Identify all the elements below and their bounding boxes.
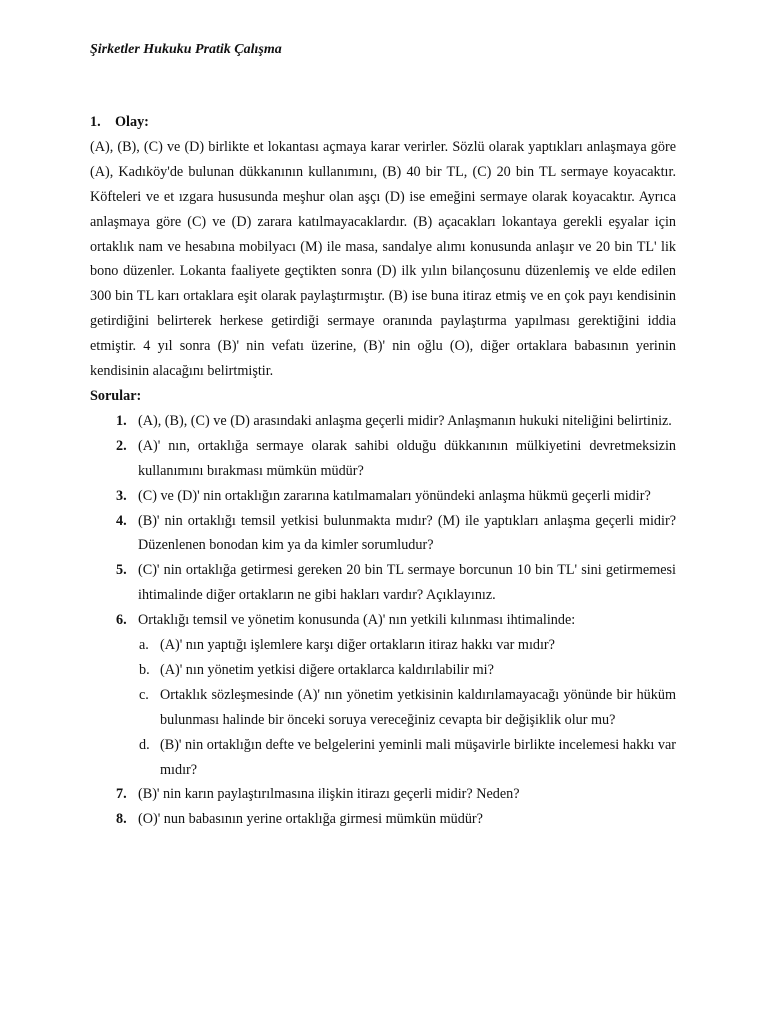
question-text: (A), (B), (C) ve (D) arasındaki anlaşma geçerli midir? Anlaşmanın hukuki niteliğini belirtiniz.: [138, 412, 672, 429]
sub-question-item: [138, 683, 676, 733]
sub-question-letter: a.: [139, 637, 149, 654]
question-text: (B)' nin ortaklığı temsil yetkisi bulunmakta mıdır? (M) ile yaptıkları anlaşma geçerli midir? Düzenlenen bonodan kim ya da kimler sorumludur?: [138, 512, 676, 554]
sub-question-item: [138, 733, 676, 783]
question-item: [90, 558, 676, 608]
sub-question-item: [138, 633, 676, 658]
sub-question-letter: b.: [139, 661, 150, 678]
question-text: (C)' nin ortaklığa getirmesi gereken 20 bin TL sermaye borcunun 10 bin TL' sini getirmemesi ihtimalinde diğer ortakların ne gibi hakları vardır? Açıklayınız.: [138, 562, 676, 604]
question-item: [90, 434, 676, 484]
sub-question-letter: d.: [139, 736, 150, 753]
question-number: 8.: [116, 811, 127, 828]
question-number: 2.: [116, 437, 127, 454]
sub-question-letter: c.: [139, 686, 149, 703]
question-number: 3.: [116, 487, 127, 504]
questions-heading: Sorular:: [90, 387, 142, 404]
question-item: [90, 608, 676, 782]
question-number: 4.: [116, 512, 127, 529]
sub-question-text: (B)' nin ortaklığın defte ve belgelerini yeminli mali müşavirle birlikte incelemesi hakkı var mıdır?: [160, 736, 676, 778]
question-item: [90, 807, 676, 832]
sub-question-text: Ortaklık sözleşmesinde (A)' nın yönetim yetkisinin kaldırılamayacağı yönünde bir hüküm bulunması halinde bir önceki soruya vereceğiniz cevapta bir değişiklik olur mu?: [160, 686, 676, 728]
question-number: 1.: [116, 412, 127, 429]
sub-question-text: (A)' nın yönetim yetkisi diğere ortaklarca kaldırılabilir mi?: [160, 661, 494, 678]
question-item: [90, 782, 676, 807]
section-heading: [90, 110, 676, 135]
document-title: Şirketler Hukuku Pratik Çalışma: [90, 42, 282, 57]
question-number: 6.: [116, 612, 127, 629]
question-text: (C) ve (D)' nin ortaklığın zararına katılmamaları yönündeki anlaşma hükmü geçerli midir?: [138, 487, 651, 504]
question-item: [90, 409, 676, 434]
section-title: Olay:: [115, 114, 149, 130]
question-item: [90, 509, 676, 559]
question-text: (A)' nın, ortaklığa sermaye olarak sahibi olduğu dükkanının mülkiyetini devretmeksizin kullanımını bırakması mümkün müdür?: [138, 437, 676, 479]
sub-questions-list: [138, 633, 676, 782]
sub-question-item: [138, 658, 676, 683]
question-text: Ortaklığı temsil ve yönetim konusunda (A)' nın yetkili kılınması ihtimalinde:: [138, 612, 576, 629]
question-number: 7.: [116, 786, 127, 803]
sub-question-text: (A)' nın yaptığı işlemlere karşı diğer ortakların itiraz hakkı var mıdır?: [160, 637, 555, 654]
question-item: [90, 484, 676, 509]
document-body: [90, 110, 676, 832]
questions-list: [90, 409, 676, 832]
case-paragraph: (A), (B), (C) ve (D) birlikte et lokantası açmaya karar verirler. Sözlü olarak yaptıkları anlaşmaya göre (A), Kadıköy'de bulunan dükkanının kullanımını, (B) 40 bir TL, (C) 20 bin TL sermaye koyacaktır. Köfteleri ve et ızgara hususunda meşhur olan aşçı (D) ise emeğini sermaye olarak koyacaktır. Ayrıca anlaşmaya göre (C) ve (D) zarara katılmayacaklardır. (B) açacakları lokantaya gerekli eşyalar için ortaklık nam ve hesabına mobilyacı (M) ile masa, sandalye alımı konusunda anlaşır ve 20 bin TL' lik bono düzenler. Lokanta faaliyete geçtikten sonra (D) ilk yılın bilançosunu düzenlemiş ve elde edilen 300 bin TL karı ortaklara eşit olarak paylaştırmıştır. (B) ise buna itiraz etmiş ve en çok payı kendisinin getirdiğini belirterek herkese getirdiği sermaye oranında paylaştırma yapılması gerektiğini iddia etmiştir. 4 yıl sonra (B)' nin vefatı üzerine, (B)' nin oğlu (O), diğer ortaklara babasının yerinin kendisinin alacağını belirtmiştir.: [90, 138, 676, 380]
question-number: 5.: [116, 562, 127, 579]
section-number: 1.: [90, 114, 101, 130]
question-text: (B)' nin karın paylaştırılmasına ilişkin itirazı geçerli midir? Neden?: [138, 786, 520, 803]
question-text: (O)' nun babasının yerine ortaklığa girmesi mümkün müdür?: [138, 811, 483, 828]
